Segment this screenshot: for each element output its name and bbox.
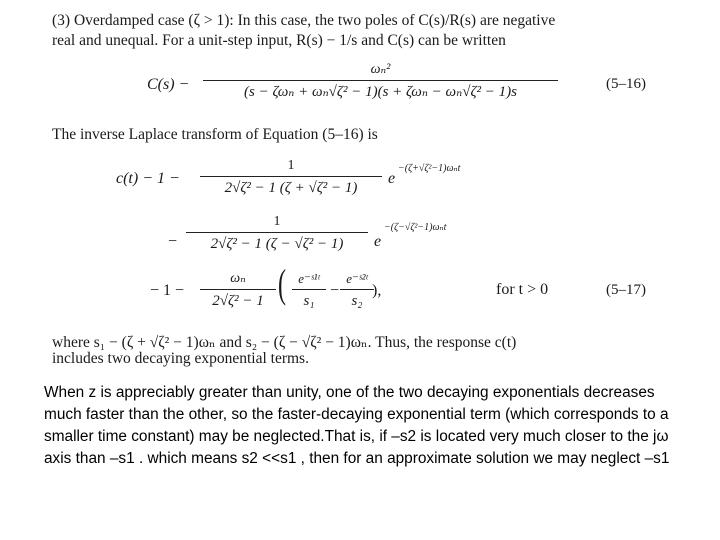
eq2-row3-inner-den2: s₂ (351, 293, 363, 309)
eq2-row3-open-paren: ( (278, 261, 286, 306)
eq2-row2-exponent: −(ζ−√ζ²−1)ωₙt (384, 222, 447, 233)
eq2-row2-denominator: 2√ζ² − 1 (ζ − √ζ² − 1) (210, 236, 344, 252)
eq2-row1-exp-base: e (388, 170, 396, 187)
eq2-row3-inner-den1: s₁ (303, 293, 315, 309)
transform-intro: The inverse Laplace transform of Equation (5–16) is (52, 126, 378, 143)
eq2-row3-inner-bar1 (292, 289, 326, 290)
where-line: where s₁ − (ζ + √ζ² − 1)ωₙ and s₂ − (ζ − √ζ² − 1)ωₙ. Thus, the response c(t) (52, 334, 517, 351)
eq2-row3-inner-num1: e⁻ˢ¹ᵗ (298, 271, 320, 286)
explanation-paragraph: When z is appreciably greater than unity, one of the two decaying exponentials decreases much faster than the other, so the faster-decaying exponential term (which corresponds to a smaller time constant) may be neglected.That is, if –s2 is located very much closer to the jω axis than –s1 . which means s2 <<s1 , then for an approximate solution we may neglect –s1 (44, 384, 670, 467)
eq2-row3-inner-num2: e⁻ˢ²ᵗ (346, 271, 368, 286)
eq2-row1-fraction (200, 157, 382, 198)
eq2-row3-close-paren: ), (372, 282, 382, 299)
eq2-row3-condition: for t > 0 (496, 281, 549, 298)
eq2-row2-exp-base: e (374, 233, 382, 250)
eq1-lhs: C(s) − (147, 76, 190, 93)
eq1-fraction (203, 61, 558, 102)
eq1-numerator: ωₙ² (370, 62, 391, 77)
eq2-row1-numerator: 1 (287, 158, 295, 173)
eq2-row3-minus: − (330, 282, 340, 299)
eq2-row1-bar (200, 176, 382, 177)
eq2-number: (5–17) (606, 282, 646, 298)
eq2-row3-inner-bar2 (340, 289, 374, 290)
eq2-row1-lhs: c(t) − 1 − (116, 170, 180, 187)
eq2-row3-denominator: 2√ζ² − 1 (212, 293, 264, 309)
eq2-row1-exponent: −(ζ+√ζ²−1)ωₙt (398, 163, 461, 174)
eq1-denominator: (s − ζωₙ + ωₙ√ζ² − 1)(s + ζωₙ − ωₙ√ζ² − 1)s (244, 84, 517, 100)
eq2-row3-inner-fraction1 (292, 270, 326, 311)
eq2-row3-numerator: ωₙ (230, 271, 246, 286)
eq1-fraction-bar (203, 80, 558, 81)
section-intro-line: real and unequal. For a unit-step input, R(s) − 1/s and C(s) can be written (52, 32, 506, 49)
eq2-row3-lhs: − 1 − (150, 282, 185, 299)
eq2-row3-fraction (200, 270, 276, 311)
where-line-continued: includes two decaying exponential terms. (52, 350, 309, 367)
eq2-row2-lhs: − (168, 233, 178, 250)
eq2-row3-bar (200, 289, 276, 290)
section-heading-line: (3) Overdamped case (ζ > 1): In this case, the two poles of C(s)/R(s) are negative (52, 12, 556, 29)
eq2-row2-fraction (186, 213, 368, 254)
eq2-row2-bar (186, 232, 368, 233)
eq2-row1-denominator: 2√ζ² − 1 (ζ + √ζ² − 1) (224, 180, 358, 196)
eq1-number: (5–16) (606, 76, 646, 92)
eq2-row2-numerator: 1 (273, 214, 281, 229)
eq2-row3-inner-fraction2 (340, 270, 374, 311)
